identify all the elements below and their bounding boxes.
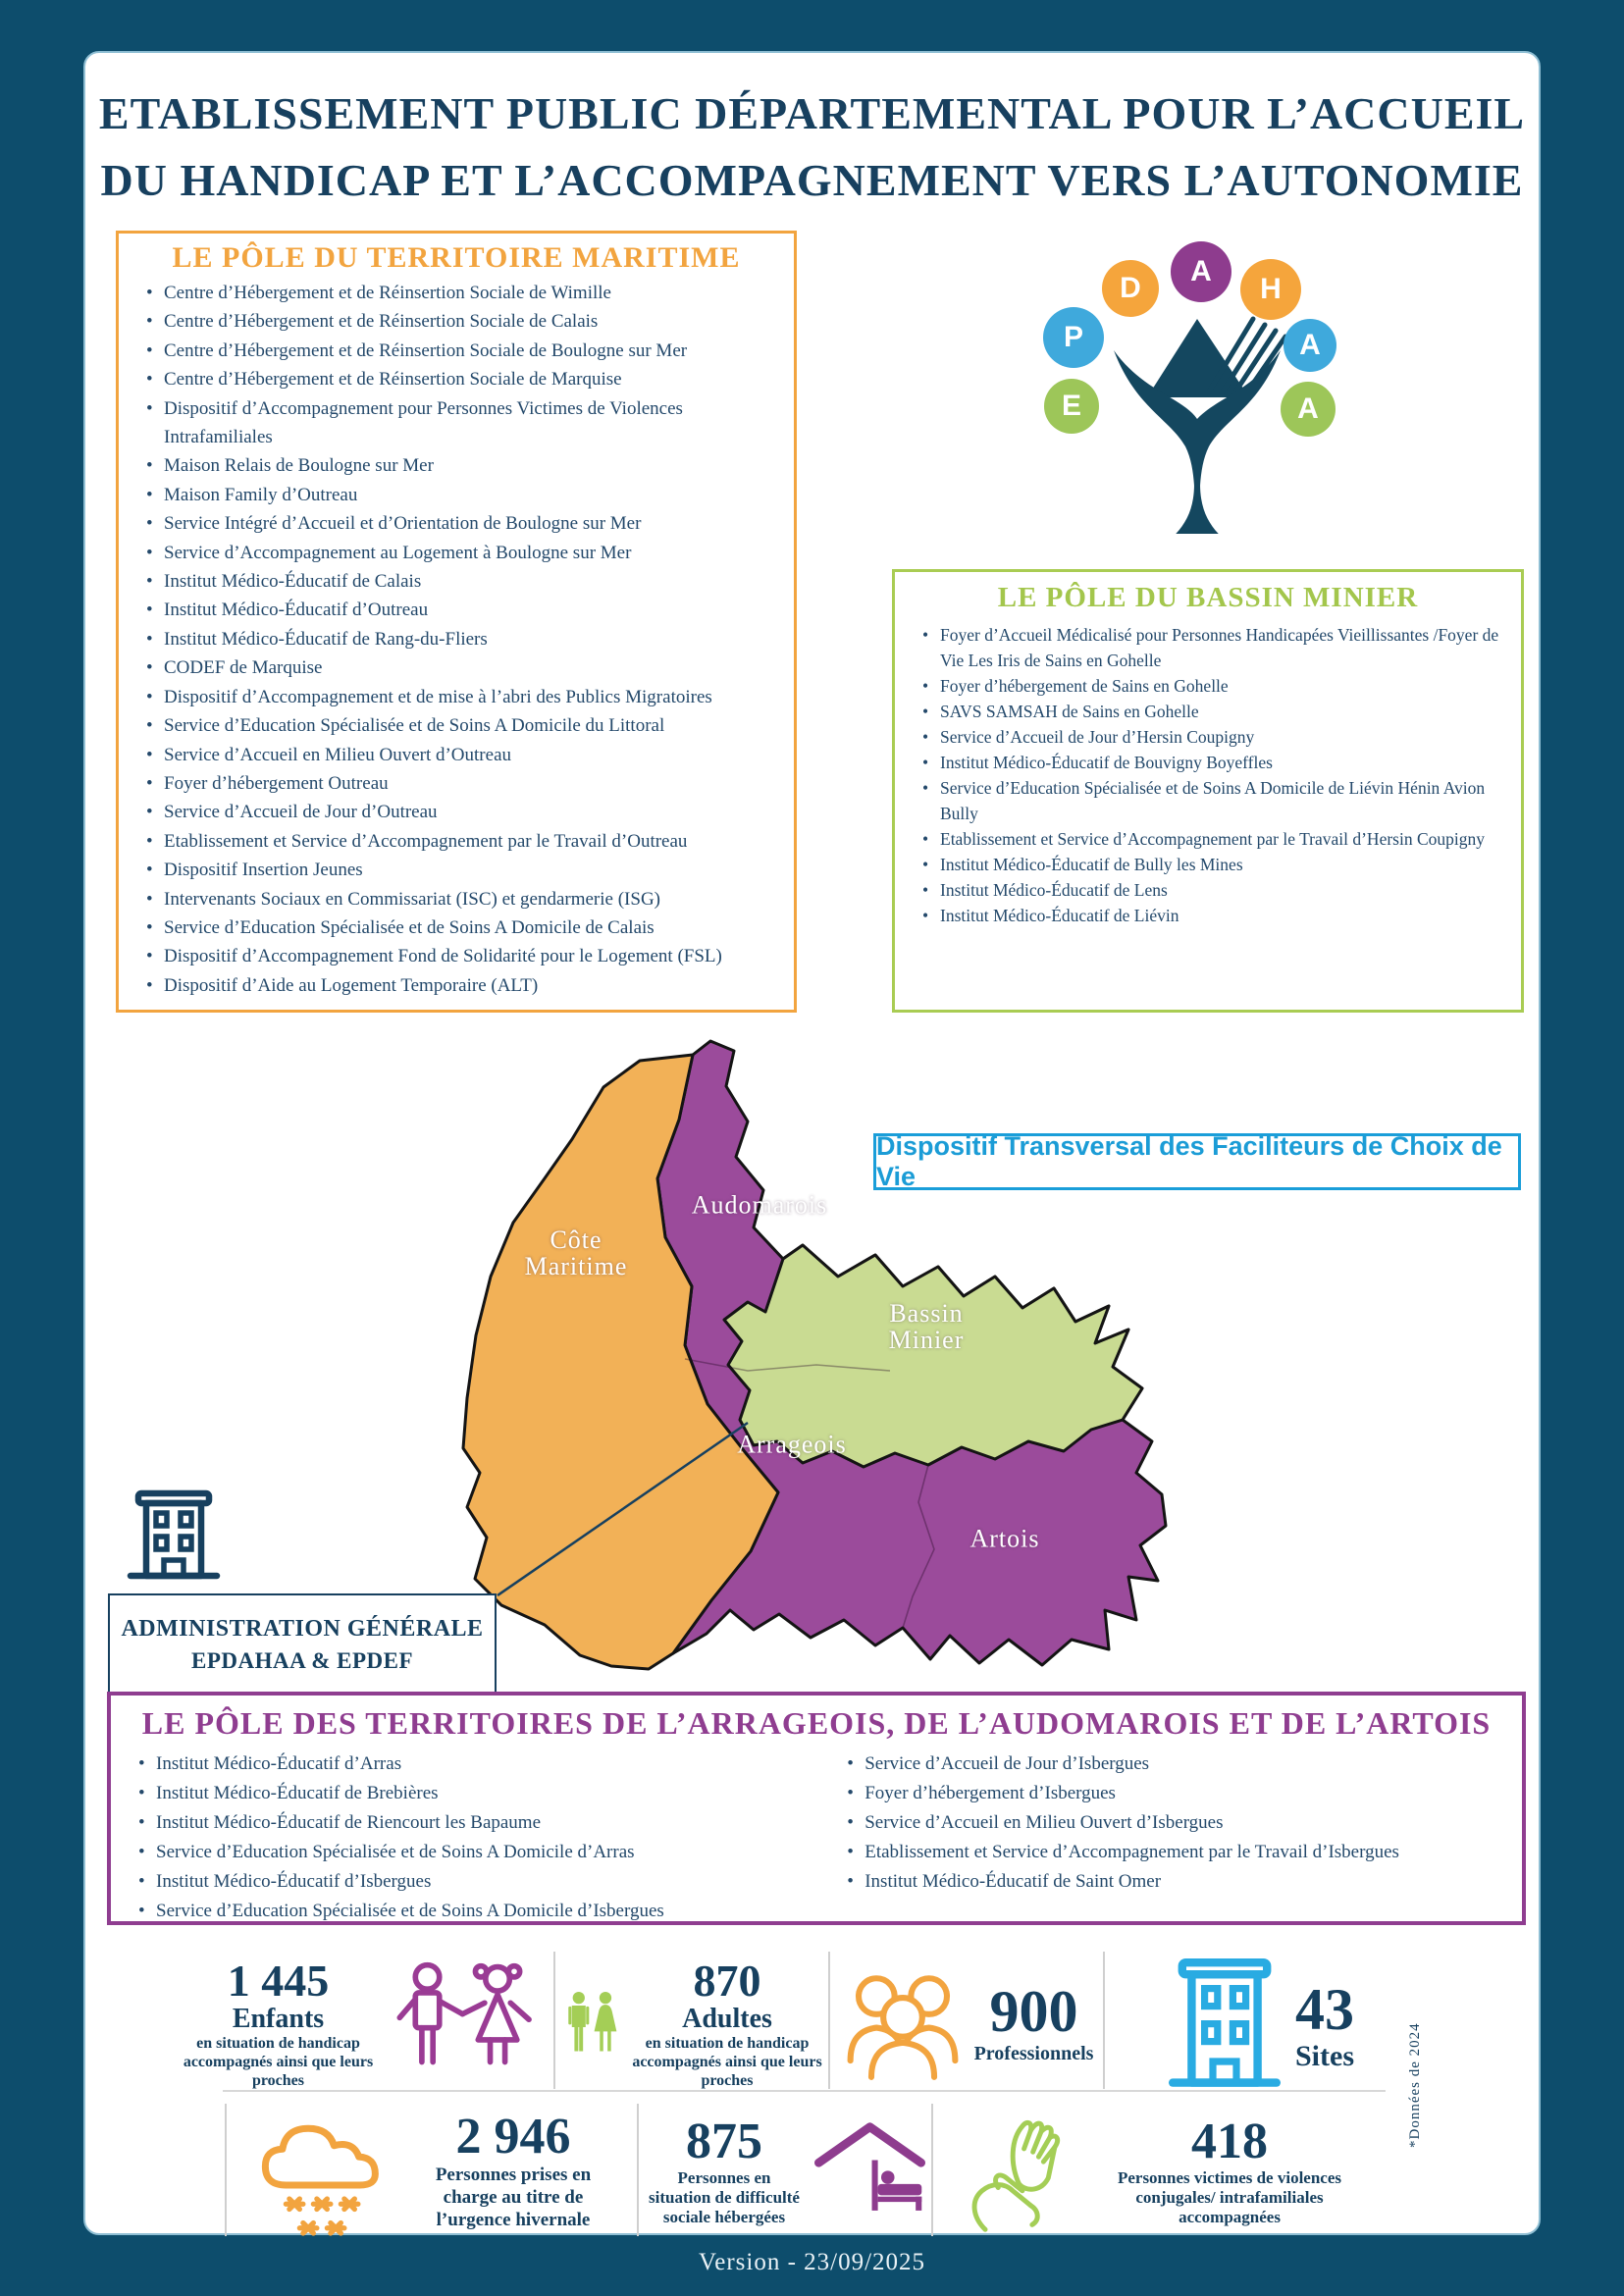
shelter-bed-icon [813,2113,926,2230]
list-item: • Maison Family d’Outreau [136,481,780,509]
list-item: • Institut Médico-Éducatif de Brebières [129,1779,806,1808]
stat-housed-value: 875 [686,2113,762,2169]
list-item: • Service d’Accueil de Jour d’Hersin Coupigny [913,724,1507,750]
list-item: • Etablissement et Service d’Accompagnement par le Travail d’Hersin Coupigny [913,826,1507,852]
map-label-artois: Artois [969,1524,1040,1553]
list-item: • Dispositif d’Accompagnement pour Personnes Victimes de Violences Intrafamiliales [136,394,780,452]
list-item: • Etablissement et Service d’Accompagnement par le Travail d’Outreau [136,827,780,856]
stat-housed [647,2100,926,2242]
stat-sites-value: 43 [1295,1976,1354,2042]
logo-letter-a1: A [1171,241,1231,302]
list-item: • Institut Médico-Éducatif de Rang-du-Fliers [136,625,780,653]
stats-divider-3 [1103,1952,1105,2089]
stat-housed-detail: Personnes en situation de difficulté sociale hébergées [649,2167,800,2226]
list-item: • Etablissement et Service d’Accompagnement par le Travail d’Isbergues [837,1838,1514,1867]
stats-divider-4 [225,2104,227,2236]
professionals-icon [843,1958,963,2088]
list-item: • Institut Médico-Éducatif de Liévin [913,903,1507,928]
logo-letter-a2: A [1283,319,1336,372]
list-item: • Service d’Accompagnement au Logement à Boulogne sur Mer [136,539,780,567]
pole-arrageois-list-left [111,1749,819,1926]
list-item: • Service d’Education Spécialisée et de Soins A Domicile d’Arras [129,1838,806,1867]
stat-adults [563,1955,823,2092]
map-label-audomarois: Audomarois [691,1190,828,1220]
stat-violence-value: 418 [1191,2113,1268,2169]
helping-hands-icon [963,2103,1100,2240]
list-item: • Institut Médico-Éducatif d’Arras [129,1749,806,1779]
list-item: • Centre d’Hébergement et de Réinsertion Sociale de Boulogne sur Mer [136,337,780,365]
transversal-callout: Dispositif Transversal des Faciliteurs de Choix de Vie [873,1133,1521,1190]
list-item: • Service Intégré d’Accueil et d’Orientation de Boulogne sur Mer [136,509,780,538]
list-item: • SAVS SAMSAH de Sains en Gohelle [913,699,1507,724]
pole-bassin-list [895,622,1521,928]
list-item: • Institut Médico-Éducatif de Bouvigny Boyeffles [913,750,1507,775]
admin-connector-line [493,1418,753,1598]
list-item: • Dispositif d’Accompagnement Fond de Solidarité pour le Logement (FSL) [136,942,780,970]
list-item: • Centre d’Hébergement et de Réinsertion Sociale de Marquise [136,365,780,393]
epdahaa-logo [998,225,1336,534]
pole-maritime-list [119,279,794,1000]
stat-professionals-value: 900 [989,1979,1078,2044]
pole-arrageois-list-right [819,1749,1528,1926]
stats-divider-1 [553,1952,555,2089]
list-item: • Institut Médico-Éducatif d’Isbergues [129,1867,806,1897]
data-year-note: *Données de 2024 [1407,2022,1423,2148]
administration-building-icon [125,1486,223,1584]
children-icon [389,1958,546,2088]
stat-children-value: 1 445 [227,1955,330,2006]
list-item: • CODEF de Marquise [136,653,780,682]
list-item: • Dispositif d’Aide au Logement Temporaire (ALT) [136,971,780,1000]
list-item: • Service d’Education Spécialisée et de Soins A Domicile de Liévin Hénin Avion Bully [913,775,1507,826]
map-label-cote-maritime: Côte Maritime [524,1226,628,1280]
list-item: • Service d’Accueil de Jour d’Isbergues [837,1749,1514,1779]
pole-maritime-box [116,231,797,1013]
list-item: • Intervenants Sociaux en Commissariat (ISC) et gendarmerie (ISG) [136,885,780,913]
pole-arrageois-columns [111,1749,1522,1926]
list-item: • Institut Médico-Éducatif de Bully les Mines [913,852,1507,877]
stats-divider-5 [637,2104,639,2236]
list-item: • Institut Médico-Éducatif de Riencourt les Bapaume [129,1808,806,1838]
stat-adults-value: 870 [693,1955,761,2006]
list-item: • Institut Médico-Éducatif de Saint Omer [837,1867,1514,1897]
list-item: • Service d’Accueil de Jour d’Outreau [136,798,780,826]
stats-divider-horizontal [223,2090,1386,2092]
list-item: • Service d’Accueil en Milieu Ouvert d’Outreau [136,741,780,769]
list-item: • Service d’Education Spécialisée et de Soins A Domicile du Littoral [136,711,780,740]
adults-icon [563,1957,619,2090]
list-item: • Maison Relais de Boulogne sur Mer [136,451,780,480]
stat-winter [237,2100,630,2242]
pole-arrageois-box [107,1692,1526,1925]
list-item: • Service d’Accueil en Milieu Ouvert d’Isbergues [837,1808,1514,1838]
administration-box [108,1593,497,1696]
list-item: • Foyer d’hébergement Outreau [136,769,780,798]
version-text: Version - 23/09/2025 [698,2249,926,2275]
stat-professionals [838,1955,1098,2092]
logo-letter-e: E [1044,379,1099,434]
stat-adults-label: Adultes [682,2003,772,2034]
pole-bassin-title: LE PÔLE DU BASSIN MINIER [997,582,1419,613]
list-item: • Service d’Education Spécialisée et de Soins A Domicile d’Isbergues [129,1897,806,1926]
pole-maritime-title: LE PÔLE DU TERRITOIRE MARITIME [172,241,741,274]
stat-violence-detail: Personnes victimes de violences conjugales/ intrafamiliales accompagnées [1117,2167,1342,2226]
content-panel [83,51,1541,2235]
pole-bassin-box [892,569,1524,1013]
stat-winter-detail: Personnes prises en charge au titre de l’urgence hivernale [435,2165,592,2230]
page-title-line1: ETABLISSEMENT PUBLIC DÉPARTEMENTAL POUR L’ACCUEIL [98,88,1526,138]
list-item: • Service d’Education Spécialisée et de Soins A Domicile de Calais [136,913,780,942]
list-item: • Foyer d’hébergement de Sains en Gohelle [913,673,1507,699]
stat-adults-detail: en situation de handicap accompagnés ainsi que leurs proches [632,2034,822,2089]
stat-professionals-label: Professionnels [973,2043,1094,2064]
page-title-line2: DU HANDICAP ET L’ACCOMPAGNEMENT VERS L’AUTONOMIE [100,155,1524,205]
administration-subtitle: EPDAHAA & EPDEF [191,1647,413,1673]
map-label-arrageois: Arrageois [737,1430,847,1459]
stats-divider-6 [931,2104,933,2236]
stat-children-label: Enfants [232,2003,325,2034]
list-item: • Institut Médico-Éducatif de Calais [136,567,780,596]
logo-letter-p: P [1043,307,1104,368]
logo-letter-a3: A [1281,382,1336,437]
stats-divider-2 [828,1952,830,2089]
snow-cloud-icon [249,2103,396,2240]
list-item: • Centre d’Hébergement et de Réinsertion Sociale de Wimille [136,279,780,307]
list-item: • Foyer d’Accueil Médicalisé pour Personnes Handicapées Vieillissantes /Foyer de Vie Les Iris de Sains en Gohelle [913,622,1507,673]
sites-building-icon [1166,1954,1283,2099]
list-item: • Institut Médico-Éducatif d’Outreau [136,596,780,624]
page-title [85,80,1539,214]
stat-children [179,1955,547,2092]
stat-violence [944,2100,1366,2242]
list-item: • Centre d’Hébergement et de Réinsertion Sociale de Calais [136,307,780,336]
list-item: • Institut Médico-Éducatif de Lens [913,877,1507,903]
stat-children-detail: en situation de handicap accompagnés ainsi que leurs proches [183,2034,374,2089]
stat-winter-value: 2 946 [455,2109,571,2165]
pole-arrageois-title: LE PÔLE DES TERRITOIRES DE L’ARRAGEOIS, DE L’AUDOMAROIS ET DE L’ARTOIS [141,1705,1492,1741]
logo-letter-h: H [1240,259,1301,320]
list-item: • Dispositif Insertion Jeunes [136,856,780,884]
list-item: • Foyer d’hébergement d’Isbergues [837,1779,1514,1808]
logo-letter-d: D [1102,260,1159,317]
map-label-bassin-minier: Bassin Minier [888,1299,965,1354]
stat-sites-label: Sites [1295,2039,1354,2072]
administration-title: ADMINISTRATION GÉNÉRALE [121,1615,484,1642]
list-item: • Dispositif d’Accompagnement et de mise à l’abri des Publics Migratoires [136,683,780,711]
stat-sites [1113,1955,1407,2097]
